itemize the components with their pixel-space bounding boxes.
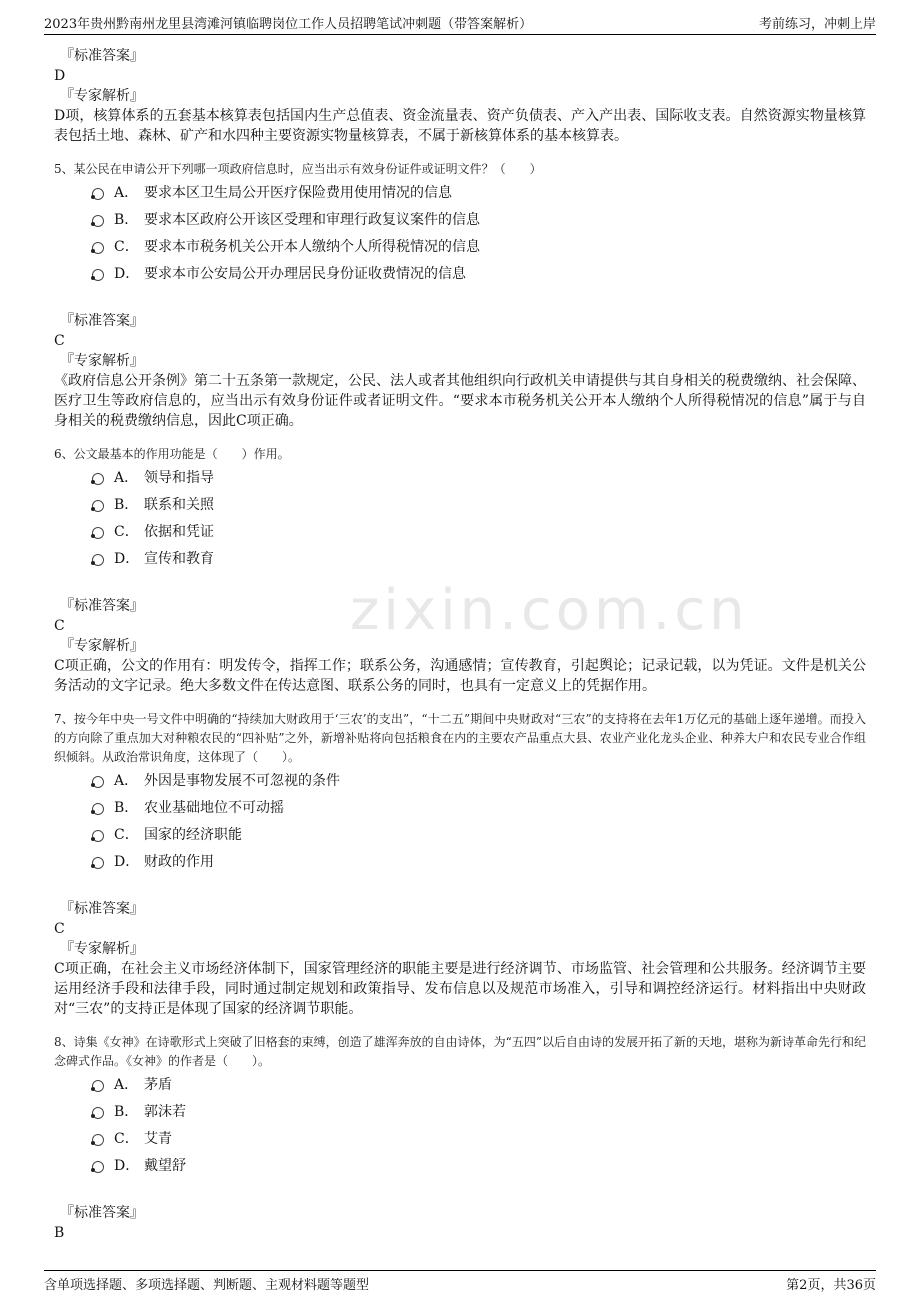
watermark: zixin.com.cn [350, 578, 749, 643]
answer-value: B [54, 1225, 65, 1241]
answer-label: 『标准答案』 [60, 598, 144, 614]
answer-label: 『标准答案』 [60, 1205, 144, 1221]
radio-icon[interactable] [92, 1080, 104, 1092]
option-item[interactable]: C． 依据和凭证 [92, 522, 866, 549]
question-stem: 6、公文最基本的作用功能是（ ）作用。 [54, 447, 290, 461]
option-item[interactable]: A． 要求本区卫生局公开医疗保险费用使用情况的信息 [92, 183, 866, 210]
answer-block [54, 596, 866, 696]
header-slogan: 考前练习，冲刺上岸 [758, 17, 876, 32]
option-item[interactable]: B． 郭沫若 [92, 1102, 866, 1129]
option-item[interactable]: C． 艾青 [92, 1129, 866, 1156]
analysis-text: D项，核算体系的五套基本核算表包括国内生产总值表、资金流量表、资产负债表、产入产出表、国际收支表。自然资源实物量核算表包括土地、森林、矿产和水四种主要资源实物量核算表，不属于新核算体系的基本核算表。 [54, 108, 866, 144]
question-stem: 5、某公民在申请公开下列哪一项政府信息时，应当出示有效身份证件或证明文件？（ ） [54, 162, 542, 176]
page-content [54, 46, 866, 1247]
question-stem: 7、按今年中央一号文件中明确的“持续加大财政用于‘三农’的支出”，“十二五”期间中央财政对“三农”的支持将在去年1万亿元的基础上逐年递增。而投入的方向除了重点加大对种粮农民的“四补贴”之外，新增补贴将向包括粮食在内的主要农产品重点大县、农业产业化龙头企业、种养大户和农民专业合作组织倾斜。从政治常识角度，这体现了（ ）。 [54, 712, 866, 764]
analysis-label: 『专家解析』 [60, 638, 144, 654]
answer-value: D [54, 68, 66, 84]
radio-icon[interactable] [92, 188, 104, 200]
analysis-label: 『专家解析』 [60, 88, 144, 104]
answer-block [54, 899, 866, 1019]
option-item[interactable]: D． 宣传和教育 [92, 549, 866, 576]
answer-value: C [54, 618, 65, 634]
option-item[interactable]: B． 联系和关照 [92, 495, 866, 522]
analysis-text: 《政府信息公开条例》第二十五条第一款规定，公民、法人或者其他组织向行政机关申请提供与其自身相关的税费缴纳、社会保障、医疗卫生等政府信息的，应当出示有效身份证件或者证明文件。“要求本市税务机关公开本人缴纳个人所得税情况的信息”属于与自身相关的税费缴纳信息，因此C项正确。 [54, 373, 866, 429]
analysis-text: C项正确，公文的作用有：明发传令，指挥工作；联系公务，沟通感情；宣传教育，引起舆论；记录记载，以为凭证。文件是机关公务活动的文字记录。绝大多数文件在传达意图、联系公务的同时，也具有一定意义上的凭据作用。 [54, 658, 866, 694]
radio-icon[interactable] [92, 857, 104, 869]
radio-icon[interactable] [92, 554, 104, 566]
option-item[interactable]: C． 国家的经济职能 [92, 825, 866, 852]
option-item[interactable]: C． 要求本市税务机关公开本人缴纳个人所得税情况的信息 [92, 237, 866, 264]
page-header [44, 10, 876, 35]
question-stem: 8、诗集《女神》在诗歌形式上突破了旧格套的束缚，创造了雄浑奔放的自由诗体，为“五四”以后自由诗的发展开拓了新的天地，堪称为新诗革命先行和纪念碑式作品。《女神》的作者是（ ）。 [54, 1035, 866, 1068]
document-title: 2023年贵州黔南州龙里县湾滩河镇临聘岗位工作人员招聘笔试冲刺题（带答案解析） [44, 17, 533, 32]
option-list [92, 771, 866, 879]
option-list [92, 468, 866, 576]
answer-label: 『标准答案』 [60, 901, 144, 917]
analysis-text: C项正确，在社会主义市场经济体制下，国家管理经济的职能主要是进行经济调节、市场监管、社会管理和公共服务。经济调节主要运用经济手段和法律手段，同时通过制定规划和政策指导、发布信息以及规范市场准入，引导和调控经济运行。材料指出中央财政对“三农”的支持正是体现了国家的经济调节职能。 [54, 961, 866, 1017]
page-number: 第2页，共36页 [786, 1278, 876, 1293]
radio-icon[interactable] [92, 215, 104, 227]
radio-icon[interactable] [92, 776, 104, 788]
option-list [92, 183, 866, 291]
answer-value: C [54, 333, 65, 349]
option-item[interactable]: B． 要求本区政府公开该区受理和审理行政复议案件的信息 [92, 210, 866, 237]
answer-block-q4 [54, 46, 866, 146]
radio-icon[interactable] [92, 500, 104, 512]
answer-block [54, 311, 866, 431]
option-item[interactable]: D． 财政的作用 [92, 852, 866, 879]
radio-icon[interactable] [92, 1161, 104, 1173]
answer-label: 『标准答案』 [60, 313, 144, 329]
option-item[interactable]: D． 要求本市公安局公开办理居民身份证收费情况的信息 [92, 264, 866, 291]
analysis-label: 『专家解析』 [60, 941, 144, 957]
radio-icon[interactable] [92, 1134, 104, 1146]
option-item[interactable]: B． 农业基础地位不可动摇 [92, 798, 866, 825]
option-list [92, 1075, 866, 1183]
answer-label: 『标准答案』 [60, 48, 144, 64]
radio-icon[interactable] [92, 830, 104, 842]
radio-icon[interactable] [92, 1107, 104, 1119]
radio-icon[interactable] [92, 527, 104, 539]
option-item[interactable]: A． 领导和指导 [92, 468, 866, 495]
analysis-label: 『专家解析』 [60, 353, 144, 369]
option-item[interactable]: A． 外因是事物发展不可忽视的条件 [92, 771, 866, 798]
radio-icon[interactable] [92, 473, 104, 485]
radio-icon[interactable] [92, 803, 104, 815]
question-types-note: 含单项选择题、多项选择题、判断题、主观材料题等题型 [44, 1278, 370, 1293]
radio-icon[interactable] [92, 242, 104, 254]
radio-icon[interactable] [92, 269, 104, 281]
option-item[interactable]: D． 戴望舒 [92, 1156, 866, 1183]
answer-block [54, 1203, 866, 1243]
answer-value: C [54, 921, 65, 937]
option-item[interactable]: A． 茅盾 [92, 1075, 866, 1102]
page-footer [44, 1270, 876, 1293]
